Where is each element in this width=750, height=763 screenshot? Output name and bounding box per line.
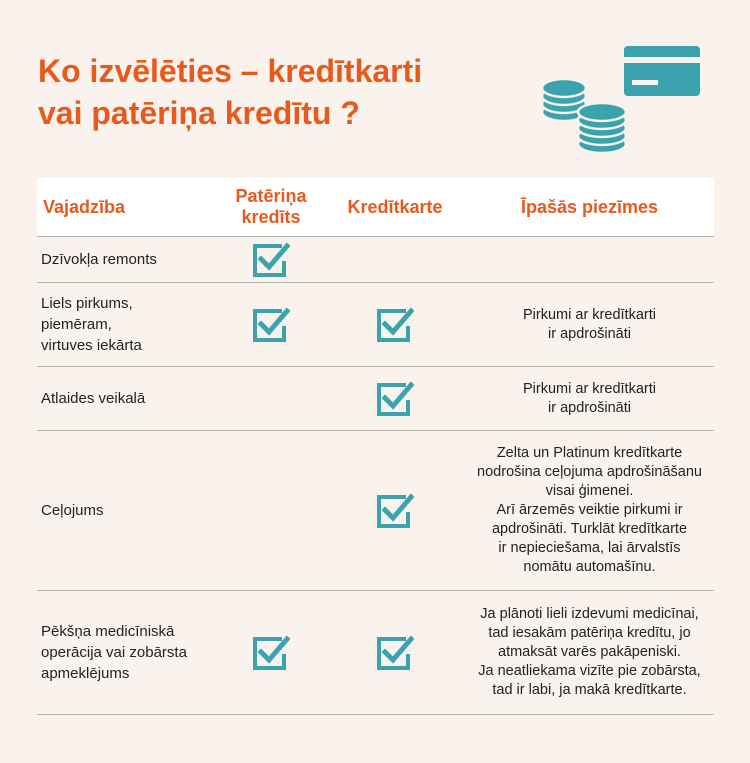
credit-card-cell bbox=[325, 283, 465, 367]
note-text: ir apdrošināti bbox=[547, 399, 631, 416]
need-text: Dzīvokļa remonts bbox=[41, 251, 157, 268]
need-cell bbox=[37, 431, 217, 591]
table-row bbox=[37, 367, 714, 431]
title-line-2: vai patēriņa kredītu ? bbox=[38, 95, 360, 131]
credit-card-cell bbox=[325, 591, 465, 715]
header-need: Vajadzība bbox=[37, 178, 217, 237]
header-consumer-credit-line-2: kredīts bbox=[241, 207, 301, 227]
header-notes: Īpašās piezīmes bbox=[465, 178, 714, 237]
checkbox-icon bbox=[252, 643, 290, 660]
need-text: Ceļojums bbox=[41, 502, 104, 519]
table-row bbox=[37, 237, 714, 283]
note-text: tad iesakām patēriņa kredītu, jo bbox=[488, 625, 691, 641]
need-cell bbox=[37, 591, 217, 715]
need-text: Pēkšņa medicīniskā bbox=[41, 623, 175, 640]
table-body bbox=[37, 237, 714, 715]
notes-cell bbox=[465, 431, 714, 591]
credit-card-cell bbox=[325, 237, 465, 283]
title-line-1: Ko izvēlēties – kredītkarti bbox=[38, 53, 423, 89]
need-text: Liels pirkums, bbox=[41, 295, 133, 312]
need-text: Atlaides veikalā bbox=[41, 390, 146, 407]
consumer-credit-cell bbox=[217, 591, 325, 715]
note-text: Arī ārzemēs veiktie pirkumi ir bbox=[496, 502, 683, 518]
checkbox-icon bbox=[252, 250, 290, 267]
notes-cell bbox=[465, 237, 714, 283]
note-text: visai ģimenei. bbox=[545, 483, 634, 499]
table-row bbox=[37, 431, 714, 591]
note-text: ir apdrošināti bbox=[547, 325, 631, 342]
note-text: nodrošina ceļojuma apdrošināšanu bbox=[477, 464, 702, 480]
comparison-table bbox=[37, 178, 714, 715]
credit-card-icon bbox=[624, 46, 700, 96]
note-text: Ja neatliekama vizīte pie zobārsta, bbox=[478, 663, 701, 679]
consumer-credit-cell bbox=[217, 431, 325, 591]
header-consumer-credit-line-1: Patēriņa bbox=[235, 186, 307, 206]
table-row bbox=[37, 283, 714, 367]
credit-card-cell bbox=[325, 431, 465, 591]
note-text: atmaksāt varēs pakāpeniski. bbox=[498, 644, 681, 660]
notes-cell bbox=[465, 367, 714, 431]
need-text: piemēram, bbox=[41, 316, 112, 333]
checkbox-icon bbox=[376, 315, 414, 332]
coins-and-card-illustration bbox=[536, 44, 706, 154]
credit-card-cell bbox=[325, 367, 465, 431]
notes-cell bbox=[465, 283, 714, 367]
checkbox-icon bbox=[376, 501, 414, 518]
note-text: Pirkumi ar kredītkarti bbox=[523, 306, 656, 323]
note-text: Ja plānoti lieli izdevumi medicīnai, bbox=[480, 606, 699, 622]
consumer-credit-cell bbox=[217, 283, 325, 367]
table-row bbox=[37, 591, 714, 715]
note-text: apdrošināti. Turklāt kredītkarte bbox=[491, 521, 688, 537]
coins-icon bbox=[542, 79, 626, 153]
note-text: tad ir labi, ja makā kredītkarte. bbox=[492, 682, 687, 698]
need-text: virtuves iekārta bbox=[41, 337, 142, 354]
table-header-row bbox=[37, 178, 714, 237]
need-text: apmeklējums bbox=[41, 665, 130, 682]
consumer-credit-cell bbox=[217, 237, 325, 283]
header-credit-card: Kredītkarte bbox=[325, 178, 465, 237]
note-text: Zelta un Platinum kredītkarte bbox=[496, 445, 683, 461]
checkbox-icon bbox=[376, 389, 414, 406]
need-cell bbox=[37, 283, 217, 367]
note-text: ir nepieciešama, lai ārvalstīs bbox=[498, 540, 681, 556]
consumer-credit-cell bbox=[217, 367, 325, 431]
checkbox-icon bbox=[376, 643, 414, 660]
checkbox-icon bbox=[252, 315, 290, 332]
notes-cell bbox=[465, 591, 714, 715]
need-cell bbox=[37, 237, 217, 283]
header-consumer-credit bbox=[217, 178, 325, 237]
note-text: nomātu automašīnu. bbox=[523, 559, 656, 575]
need-cell bbox=[37, 367, 217, 431]
note-text: Pirkumi ar kredītkarti bbox=[523, 380, 656, 397]
need-text: operācija vai zobārsta bbox=[41, 644, 187, 661]
page-title bbox=[38, 50, 422, 134]
